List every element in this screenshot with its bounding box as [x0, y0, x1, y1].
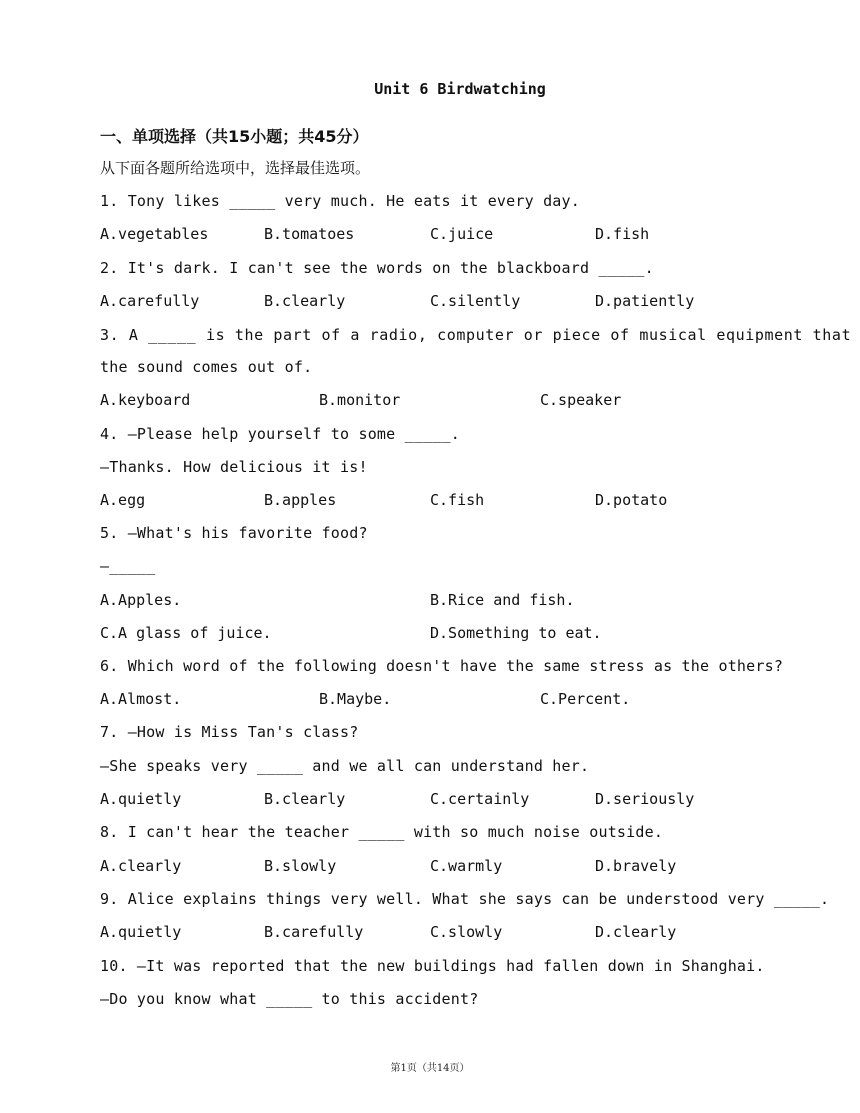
- question-8-stem: 8. I can't hear the teacher _____ with so much noise outside.: [100, 823, 664, 841]
- question-10-response: —Do you know what _____ to this accident?: [100, 990, 479, 1008]
- question-3-option-c: C.speaker: [540, 391, 622, 409]
- question-4-stem: 4. —Please help yourself to some _____.: [100, 425, 460, 443]
- question-6-option-c: C.Percent.: [540, 690, 631, 708]
- question-5-option-a: A.Apples.: [100, 591, 182, 609]
- question-4-option-c: C.fish: [430, 491, 485, 509]
- question-5-option-c: C.A glass of juice.: [100, 624, 272, 642]
- question-8-option-d: D.bravely: [595, 857, 677, 875]
- question-9-option-c: C.slowly: [430, 923, 503, 941]
- section-heading: 一、单项选择（共15小题；共45分）: [100, 127, 369, 146]
- question-3-stem-continued: the sound comes out of.: [100, 358, 313, 376]
- question-6-option-b: B.Maybe.: [319, 690, 392, 708]
- question-4-option-d: D.potato: [595, 491, 668, 509]
- question-8-option-a: A.clearly: [100, 857, 182, 875]
- question-7-stem: 7. —How is Miss Tan's class?: [100, 723, 359, 741]
- question-4-option-a: A.egg: [100, 491, 146, 509]
- page-title: Unit 6 Birdwatching: [374, 80, 546, 98]
- question-2-stem: 2. It's dark. I can't see the words on the blackboard _____.: [100, 259, 654, 277]
- question-2-option-b: B.clearly: [264, 292, 346, 310]
- question-6-stem: 6. Which word of the following doesn't have the same stress as the others?: [100, 657, 784, 675]
- question-6-option-a: A.Almost.: [100, 690, 182, 708]
- question-4-response: —Thanks. How delicious it is!: [100, 458, 368, 476]
- question-8-option-b: B.slowly: [264, 857, 337, 875]
- question-7-option-a: A.quietly: [100, 790, 182, 808]
- question-2-option-c: C.silently: [430, 292, 521, 310]
- question-7-option-d: D.seriously: [595, 790, 695, 808]
- question-7-response: —She speaks very _____ and we all can understand her.: [100, 757, 590, 775]
- question-4-option-b: B.apples: [264, 491, 337, 509]
- question-1-option-c: C.juice: [430, 225, 494, 243]
- question-7-option-c: C.certainly: [430, 790, 530, 808]
- question-10-stem: 10. —It was reported that the new buildings had fallen down in Shanghai.: [100, 957, 765, 975]
- question-1-option-a: A.vegetables: [100, 225, 209, 243]
- question-9-stem: 9. Alice explains things very well. What she says can be understood very _____.: [100, 890, 830, 908]
- question-9-option-d: D.clearly: [595, 923, 677, 941]
- question-3-option-b: B.monitor: [319, 391, 401, 409]
- question-2-option-d: D.patiently: [595, 292, 695, 310]
- question-5-stem: 5. —What's his favorite food?: [100, 524, 368, 542]
- question-7-option-b: B.clearly: [264, 790, 346, 808]
- question-3-option-a: A.keyboard: [100, 391, 191, 409]
- question-3-stem: 3. A _____ is the part of a radio, computer or piece of musical equipment that: [100, 326, 852, 344]
- question-9-option-b: B.carefully: [264, 923, 364, 941]
- question-5-response: —_____: [100, 557, 156, 575]
- question-1-stem: 1. Tony likes _____ very much. He eats it every day.: [100, 192, 580, 210]
- question-1-option-b: B.tomatoes: [264, 225, 355, 243]
- question-5-option-b: B.Rice and fish.: [430, 591, 575, 609]
- question-9-option-a: A.quietly: [100, 923, 182, 941]
- question-1-option-d: D.fish: [595, 225, 650, 243]
- question-2-option-a: A.carefully: [100, 292, 200, 310]
- question-8-option-c: C.warmly: [430, 857, 503, 875]
- instruction: 从下面各题所给选项中，选择最佳选项。: [100, 159, 371, 177]
- question-5-option-d: D.Something to eat.: [430, 624, 602, 642]
- page-footer: 第1页（共14页）: [390, 1063, 470, 1074]
